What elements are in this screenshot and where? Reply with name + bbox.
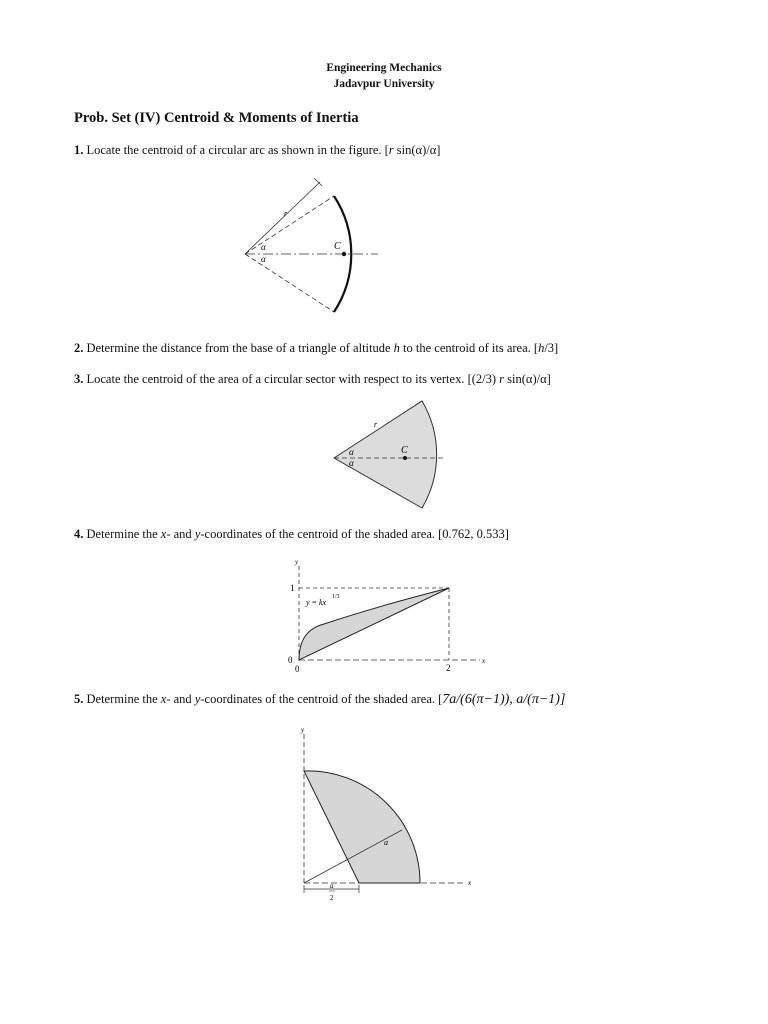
- cube-root-area-figure: [284, 558, 494, 676]
- alpha-label-top: α: [349, 447, 354, 457]
- x-tick-label: 2: [446, 663, 451, 673]
- y-variable: y: [194, 692, 201, 706]
- problem-number: 2.: [74, 341, 84, 355]
- centroid-point: [403, 456, 407, 460]
- answer-variable: h: [538, 341, 545, 355]
- y-axis-label: y: [301, 726, 305, 734]
- centroid-label: C: [401, 445, 408, 456]
- problem-text: Determine the distance from the base of a triangle of altitude: [86, 341, 394, 355]
- answer-variable: r: [499, 372, 505, 386]
- shaded-area: [304, 771, 420, 883]
- problem-text-cont: -coordinates of the centroid of the shaded area. [: [200, 692, 443, 706]
- y-axis-label: y: [295, 558, 299, 566]
- x-variable: x: [160, 692, 167, 706]
- upper-bound-line: [245, 196, 334, 254]
- origin-y-label: 0: [288, 655, 293, 665]
- y-variable: y: [194, 527, 201, 541]
- radius-label: a: [384, 838, 388, 847]
- answer-text: sin(α)/α]: [504, 372, 551, 386]
- alpha-label-bottom: α: [261, 254, 266, 264]
- centroid-point: [342, 252, 346, 256]
- university-name: Jadavpur University: [333, 78, 435, 90]
- y-tick-label: 1: [290, 583, 295, 593]
- answer-variable: r: [388, 143, 394, 157]
- problem-number: 5.: [74, 692, 84, 706]
- centroid-label: C: [334, 241, 341, 252]
- problem-number: 1.: [74, 143, 84, 157]
- circular-arc-figure: [240, 172, 380, 320]
- problem-2: [74, 341, 558, 356]
- problem-5: [74, 692, 565, 708]
- problem-1: [74, 143, 440, 158]
- problem-text: Determine the: [86, 527, 161, 541]
- problem-set-title: Prob. Set (IV) Centroid & Moments of Inertia: [74, 110, 359, 126]
- quarter-circle-area-figure: [290, 724, 482, 906]
- problem-text-mid: - and: [166, 527, 195, 541]
- alpha-label-top: α: [261, 242, 266, 252]
- dimension-denominator: 2: [330, 894, 334, 902]
- problem-3: [74, 372, 551, 387]
- origin-x-label: 0: [295, 664, 300, 674]
- x-axis-label: x: [482, 657, 486, 665]
- radius-label: r: [374, 420, 378, 429]
- problem-4: [74, 527, 509, 542]
- curve-equation-label: y = kx: [306, 598, 327, 607]
- radius-label: r: [284, 209, 288, 218]
- problem-text-cont: -coordinates of the centroid of the shaded area. [0.762, 0.533]: [200, 527, 509, 541]
- problem-text-cont: to the centroid of its area. [: [399, 341, 539, 355]
- answer-text: sin(α)/α]: [393, 143, 441, 157]
- alpha-label-bottom: α: [349, 458, 354, 468]
- problem-text: Locate the centroid of a circular arc as shown in the figure. [: [86, 143, 389, 157]
- answer-expression: 7a/(6(π−1)), a/(π−1)]: [442, 692, 566, 707]
- radius-line: [245, 182, 320, 254]
- problem-text: Determine the: [86, 692, 161, 706]
- x-axis-label: x: [468, 879, 472, 887]
- x-variable: x: [160, 527, 167, 541]
- problem-number: 3.: [74, 372, 84, 386]
- course-title: Engineering Mechanics: [326, 62, 442, 74]
- problem-text-mid: - and: [166, 692, 195, 706]
- problem-number: 4.: [74, 527, 84, 541]
- radius-arrow: [314, 178, 322, 186]
- answer-text: /3]: [544, 341, 559, 355]
- problem-text: Locate the centroid of the area of a circular sector with respect to its vertex. [(2/3): [86, 372, 500, 386]
- lower-bound-line: [245, 254, 334, 312]
- altitude-variable: h: [393, 341, 400, 355]
- dimension-numerator: a: [330, 882, 334, 890]
- circular-sector-figure: [328, 396, 450, 512]
- curve-exponent-label: 1/3: [332, 594, 340, 600]
